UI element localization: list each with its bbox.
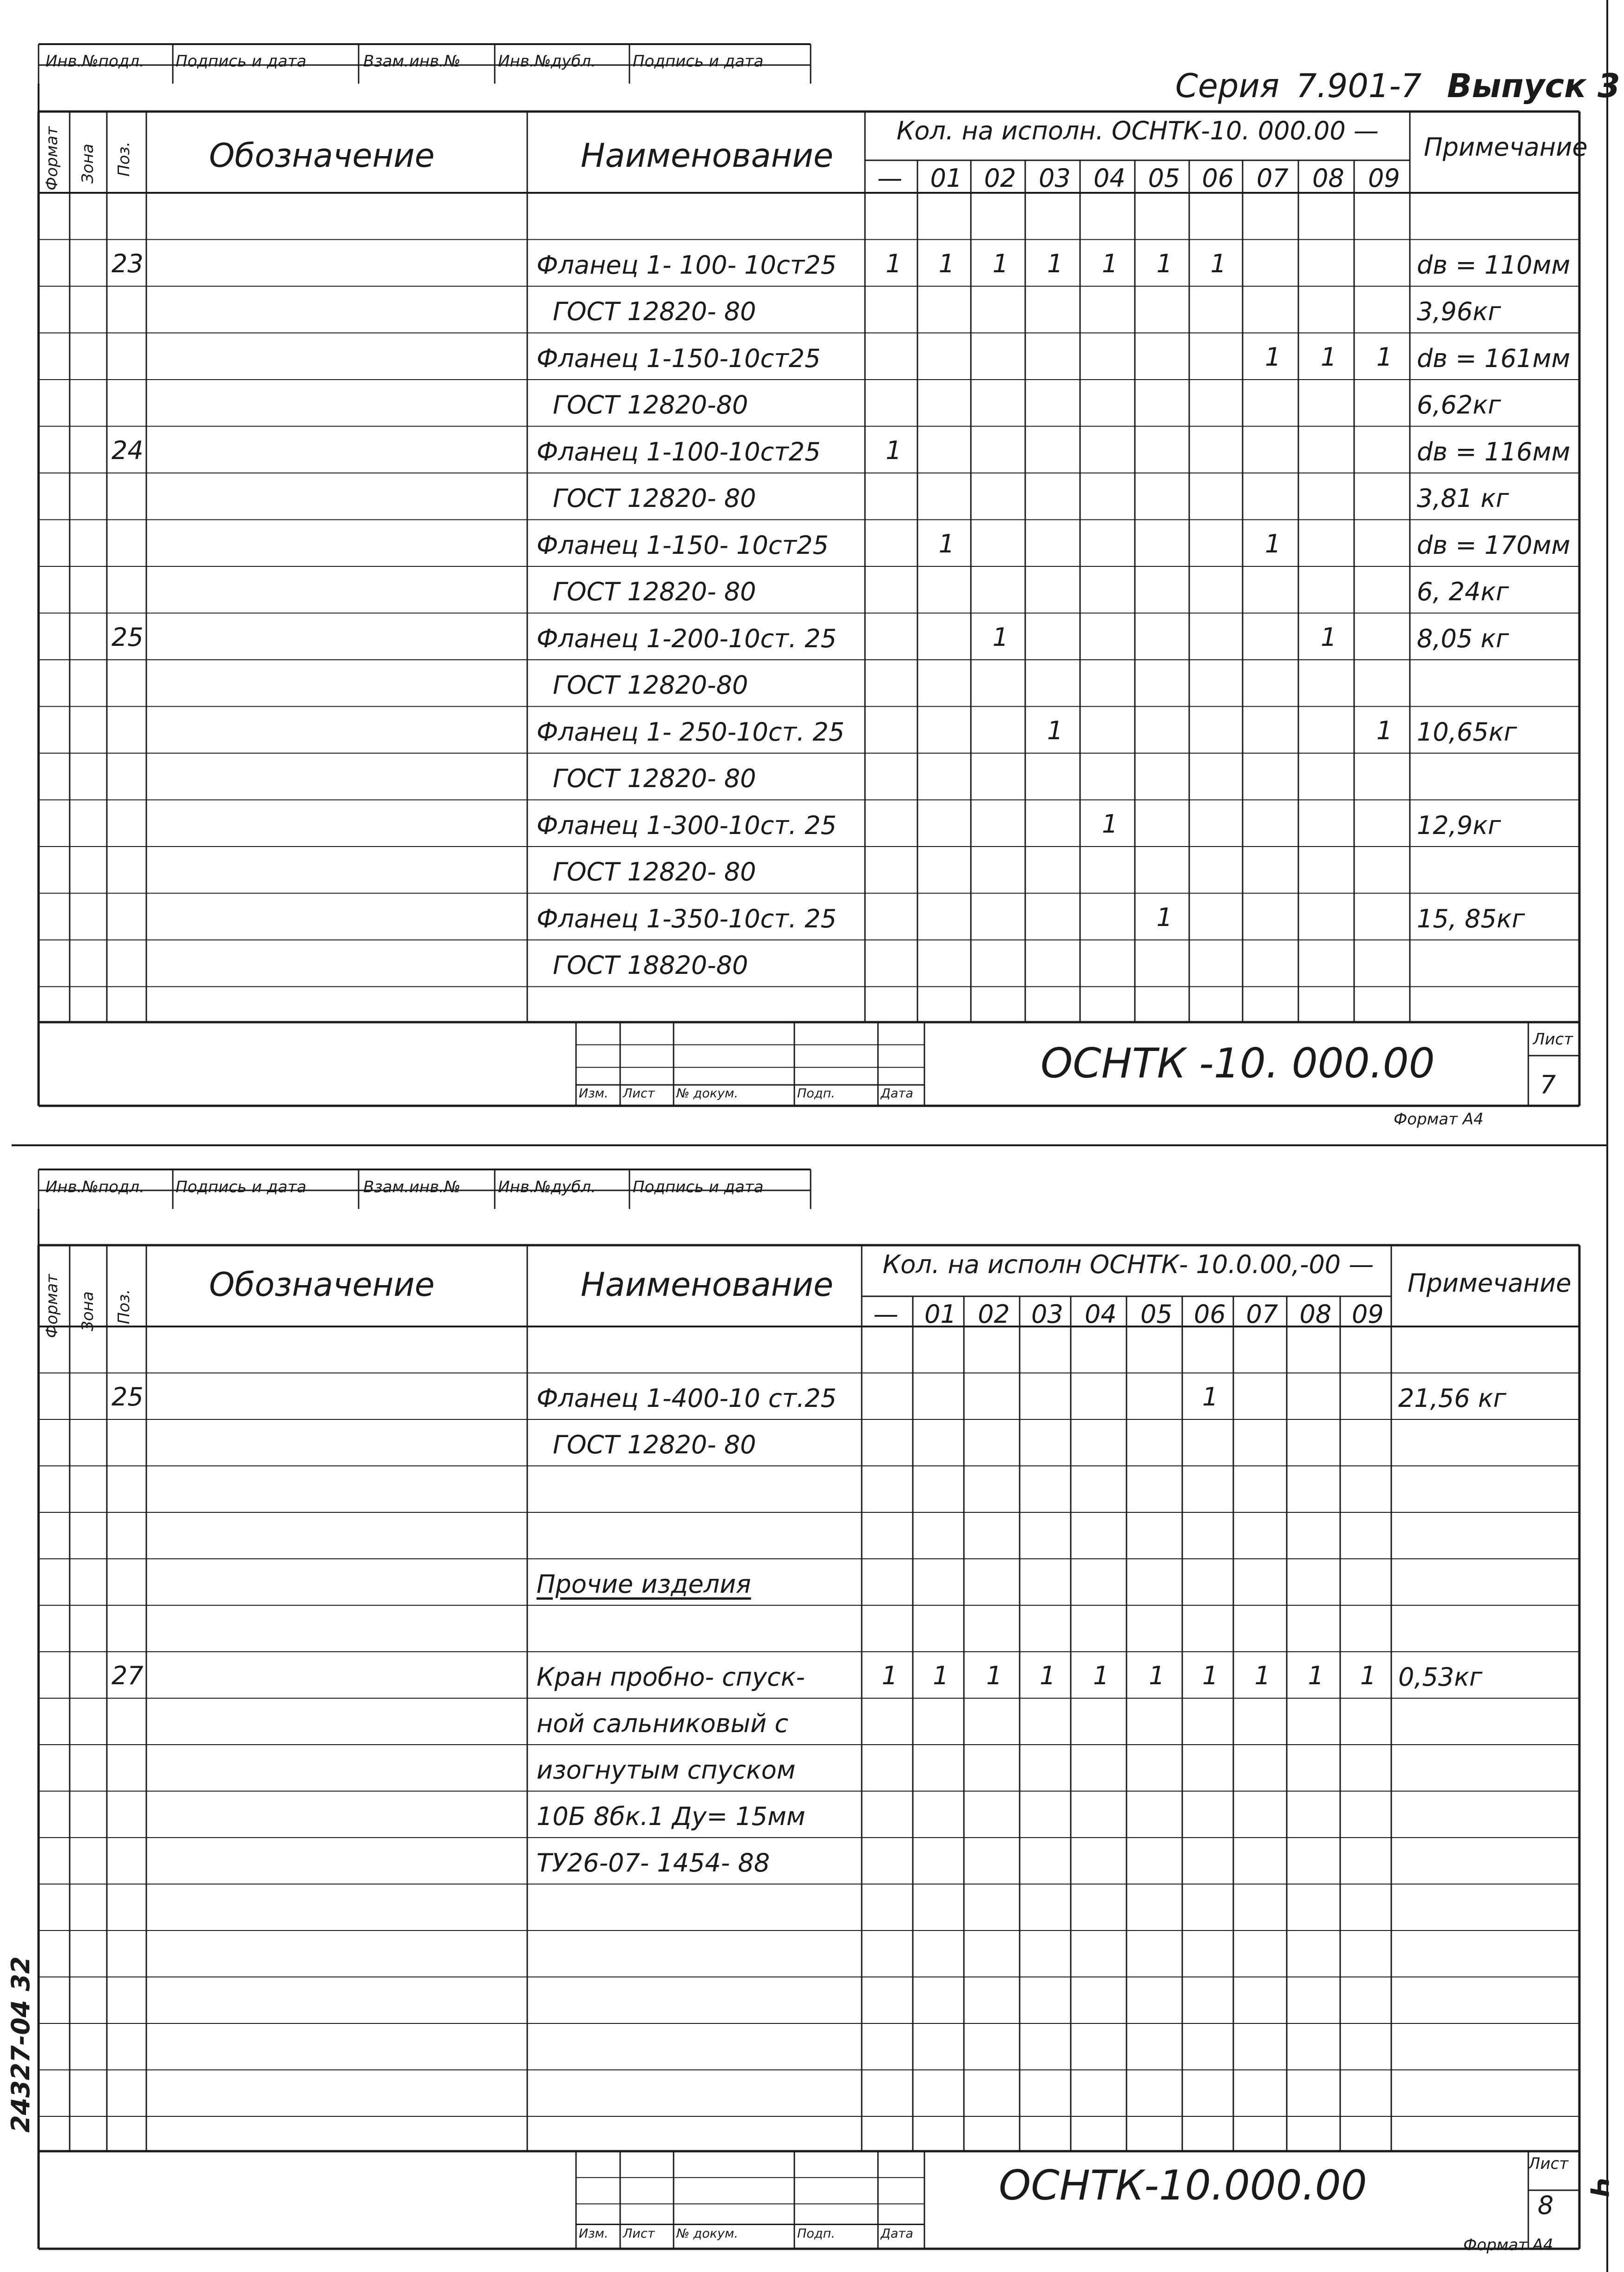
- variant-header: 04: [1085, 1300, 1117, 1329]
- row-quantity: 1: [1047, 249, 1063, 278]
- row-name: ГОСТ 12820- 80: [553, 484, 756, 513]
- issue-label: Выпуск 3: [1447, 67, 1620, 105]
- row-quantity: 1: [986, 1661, 1002, 1690]
- row-name: ГОСТ 12820- 80: [553, 577, 756, 606]
- row-quantity: 1: [1149, 1661, 1165, 1690]
- title-block-label: Подп.: [797, 2226, 835, 2241]
- stamp-vzam-inv: Взам.инв.№: [363, 1178, 461, 1196]
- title-block-label: Дата: [881, 1086, 913, 1101]
- side-archive-number: 24327-04 32: [6, 1956, 35, 2133]
- row-quantity: 1: [938, 249, 955, 278]
- row-name: ГОСТ 18820-80: [553, 951, 748, 980]
- row-quantity: 1: [1265, 342, 1281, 372]
- row-quantity: 1: [885, 435, 902, 465]
- row-name: ной сальниковый с: [537, 1709, 789, 1738]
- col-header-name: Наименование: [581, 1266, 833, 1304]
- row-name: Фланец 1- 100- 10ст25: [537, 250, 837, 280]
- variant-header: —: [877, 164, 903, 193]
- row-note: dв = 161мм: [1417, 343, 1571, 373]
- variant-header: —: [873, 1300, 898, 1329]
- row-quantity: 1: [1156, 902, 1172, 932]
- row-name: Фланец 1-150- 10ст25: [537, 530, 829, 560]
- row-quantity: 1: [1202, 1382, 1218, 1412]
- row-position: 27: [111, 1661, 144, 1690]
- row-quantity: 1: [1093, 1661, 1109, 1690]
- row-quantity: 1: [992, 622, 1008, 652]
- stamp-inv-podl: Инв.№подл.: [46, 52, 144, 71]
- row-quantity: 1: [1047, 716, 1063, 745]
- row-quantity: 1: [882, 1661, 898, 1690]
- title-block-label: № докум.: [676, 2226, 739, 2241]
- row-position: 24: [111, 435, 144, 465]
- row-quantity: 1: [1156, 249, 1172, 278]
- title-block-label: Лист: [623, 1086, 655, 1101]
- col-header-zone: Зона: [79, 144, 97, 184]
- col-header-format: Формат: [43, 126, 61, 190]
- row-quantity: 1: [938, 529, 955, 558]
- col-header-format: Формат: [43, 1274, 61, 1338]
- row-quantity: 1: [1040, 1661, 1056, 1690]
- row-note: 6,62кг: [1417, 390, 1501, 420]
- sheet-number: 8: [1538, 2191, 1554, 2220]
- row-quantity: 1: [1254, 1661, 1270, 1690]
- title-block-label: Дата: [881, 2226, 913, 2241]
- row-note: 8,05 кг: [1417, 624, 1509, 653]
- variant-header: 01: [930, 164, 963, 193]
- row-name: Фланец 1- 250-10ст. 25: [537, 717, 845, 747]
- format-label: Формат А4: [1394, 1110, 1484, 1129]
- row-name: Фланец 1-300-10ст. 25: [537, 810, 837, 840]
- title-block-label: Изм.: [579, 2226, 609, 2241]
- title-block-label: № докум.: [676, 1086, 739, 1101]
- series-label: Серия: [1175, 67, 1279, 105]
- variant-header: 07: [1246, 1300, 1278, 1329]
- row-name: ГОСТ 12820- 80: [553, 857, 756, 886]
- row-note: 10,65кг: [1417, 717, 1517, 747]
- variant-header: 06: [1202, 164, 1234, 193]
- variant-header: 08: [1299, 1300, 1332, 1329]
- row-name: ГОСТ 12820- 80: [553, 1430, 756, 1459]
- col-header-designation: Обозначение: [209, 137, 435, 175]
- row-quantity: 1: [885, 249, 902, 278]
- row-quantity: 1: [1202, 1661, 1218, 1690]
- row-position: 23: [111, 249, 144, 278]
- row-quantity: 1: [1102, 249, 1118, 278]
- row-quantity: 1: [1376, 342, 1393, 372]
- qty-header: Кол. на исполн. ОСНТК-10. 000.00 —: [897, 116, 1379, 145]
- row-name: ГОСТ 12820-80: [553, 670, 748, 700]
- title-block-label: Лист: [623, 2226, 655, 2241]
- row-note: 21,56 кг: [1398, 1384, 1506, 1413]
- row-quantity: 1: [992, 249, 1008, 278]
- variant-header: 06: [1194, 1300, 1226, 1329]
- row-quantity: 1: [1376, 716, 1393, 745]
- col-header-pos: Поз.: [115, 1289, 133, 1324]
- col-header-zone: Зона: [79, 1291, 97, 1331]
- row-quantity: 1: [1210, 249, 1226, 278]
- row-quantity: 1: [1321, 622, 1337, 652]
- row-quantity: 1: [1102, 809, 1118, 839]
- row-note: 12,9кг: [1417, 810, 1501, 840]
- row-name: Фланец 1-400-10 ст.25: [537, 1384, 837, 1413]
- row-name: ГОСТ 12820-80: [553, 390, 748, 420]
- variant-header: 04: [1094, 164, 1126, 193]
- row-note: 3,96кг: [1417, 297, 1501, 326]
- variant-header: 09: [1368, 164, 1400, 193]
- row-position: 25: [111, 622, 144, 652]
- col-header-note: Примечание: [1408, 1268, 1572, 1298]
- corner-mark: Ч: [1584, 2177, 1614, 2197]
- row-name: Фланец 1-100-10ст25: [537, 437, 821, 466]
- row-note: 0,53кг: [1398, 1662, 1483, 1692]
- doc-code: ОСНТК -10. 000.00: [1041, 1039, 1435, 1087]
- row-position: 25: [111, 1382, 144, 1412]
- title-block-label: Подп.: [797, 1086, 835, 1101]
- stamp-inv-dubl: Инв.№дубл.: [498, 52, 596, 71]
- row-note: dв = 110мм: [1417, 250, 1571, 280]
- row-name: Прочие изделия: [537, 1569, 751, 1599]
- series-value: 7.901-7: [1296, 67, 1422, 105]
- row-quantity: 1: [1265, 529, 1281, 558]
- row-quantity: 1: [1308, 1661, 1324, 1690]
- variant-header: 07: [1257, 164, 1289, 193]
- row-note: dв = 116мм: [1417, 437, 1571, 466]
- variant-header: 09: [1352, 1300, 1384, 1329]
- col-header-pos: Поз.: [115, 141, 133, 177]
- variant-header: 02: [984, 164, 1016, 193]
- row-note: dв = 170мм: [1417, 530, 1571, 560]
- doc-code: ОСНТК-10.000.00: [999, 2161, 1367, 2209]
- sheet-label: Лист: [1533, 1030, 1573, 1049]
- variant-header: 08: [1312, 164, 1344, 193]
- row-note: 3,81 кг: [1417, 484, 1509, 513]
- row-name: изогнутым спуском: [537, 1755, 796, 1785]
- row-note: 15, 85кг: [1417, 904, 1525, 933]
- row-quantity: 1: [1321, 342, 1337, 372]
- row-name: ТУ26-07- 1454- 88: [537, 1848, 770, 1878]
- qty-header: Кол. на исполн ОСНТК- 10.0.00,-00 —: [883, 1250, 1374, 1279]
- variant-header: 05: [1140, 1300, 1172, 1329]
- row-name: Фланец 1-150-10ст25: [537, 343, 821, 373]
- variant-header: 03: [1039, 164, 1071, 193]
- format-label: Формат А4: [1463, 2236, 1553, 2254]
- sheet-number: 7: [1540, 1070, 1556, 1099]
- row-quantity: 1: [1360, 1661, 1376, 1690]
- title-block-label: Изм.: [579, 1086, 609, 1101]
- stamp-sign-date-1: Подпись и дата: [176, 52, 307, 71]
- stamp-sign-date-1: Подпись и дата: [176, 1178, 307, 1196]
- row-name: Фланец 1-200-10ст. 25: [537, 624, 837, 653]
- variant-header: 03: [1031, 1300, 1063, 1329]
- stamp-inv-dubl: Инв.№дубл.: [498, 1178, 596, 1196]
- row-name: ГОСТ 12820- 80: [553, 764, 756, 793]
- row-quantity: 1: [933, 1661, 949, 1690]
- variant-header: 05: [1148, 164, 1180, 193]
- row-name: Кран пробно- спуск-: [537, 1662, 805, 1692]
- variant-header: 01: [924, 1300, 956, 1329]
- row-name: ГОСТ 12820- 80: [553, 297, 756, 326]
- sheet-label: Лист: [1528, 2154, 1569, 2173]
- stamp-sign-date-2: Подпись и дата: [633, 52, 764, 71]
- row-name: 10Б 8бк.1 Ду= 15мм: [537, 1802, 805, 1831]
- col-header-name: Наименование: [581, 137, 833, 175]
- stamp-sign-date-2: Подпись и дата: [633, 1178, 764, 1196]
- row-note: 6, 24кг: [1417, 577, 1509, 606]
- stamp-vzam-inv: Взам.инв.№: [363, 52, 461, 71]
- col-header-designation: Обозначение: [209, 1266, 435, 1304]
- variant-header: 02: [978, 1300, 1010, 1329]
- col-header-note: Примечание: [1424, 132, 1588, 162]
- stamp-inv-podl: Инв.№подл.: [46, 1178, 144, 1196]
- row-name: Фланец 1-350-10ст. 25: [537, 904, 837, 933]
